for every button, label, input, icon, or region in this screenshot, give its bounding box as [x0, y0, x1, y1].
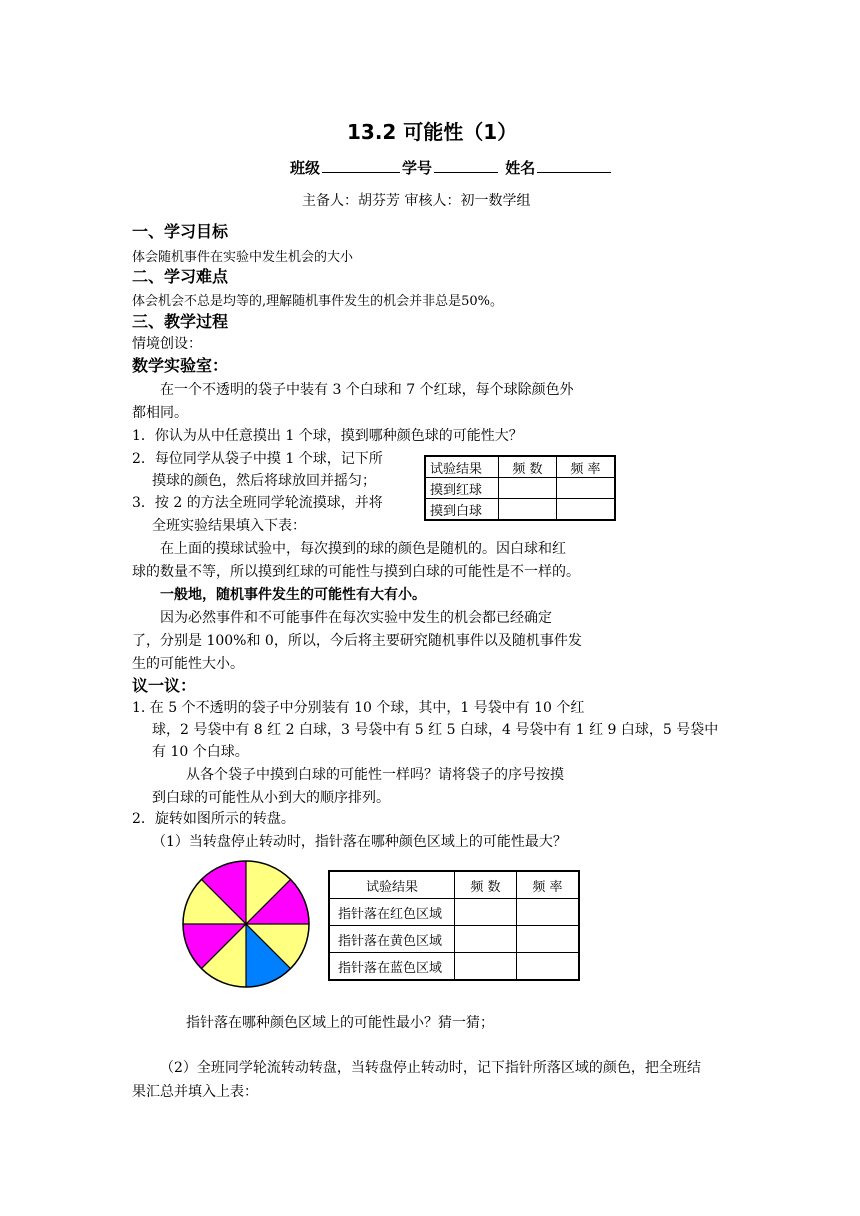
name-blank[interactable]	[537, 158, 611, 173]
row-label: 指针落在黄色区域	[329, 926, 455, 953]
table-row	[425, 478, 615, 499]
empty-cell[interactable]	[455, 953, 517, 981]
empty-cell[interactable]	[516, 926, 579, 953]
lab-question-2-cont: 摸球的颜色，然后将球放回并摇匀；	[152, 473, 376, 489]
table-row	[425, 499, 615, 521]
id-label: 学号	[402, 159, 433, 177]
lab-paragraph-3: 因为必然事件和不可能事件在每次实验中发生的机会都已经确定	[160, 610, 552, 626]
empty-cell[interactable]	[499, 499, 557, 521]
page-title: 13.2 可能性（1）	[347, 120, 518, 144]
empty-cell[interactable]	[455, 926, 517, 953]
lab-paragraph-1-cont: 都相同。	[132, 405, 188, 421]
table-header-row	[425, 456, 615, 478]
lab-paragraph-1: 在一个不透明的袋子中装有 3 个白球和 7 个红球，每个球除颜色外	[160, 382, 574, 398]
lab-paragraph-3-cont: 了，分别是 100%和 0，所以，今后将主要研究随机事件以及随机事件发	[132, 633, 582, 649]
row-label: 指针落在蓝色区域	[329, 953, 455, 981]
section-2-heading: 二、学习难点	[132, 267, 229, 286]
header-cell: 频 率	[516, 871, 579, 899]
guess-prompt: 指针落在哪种颜色区域上的可能性最小？猜一猜；	[186, 1015, 494, 1031]
class-blank[interactable]	[322, 158, 400, 173]
discuss-item-1-end: 有 10 个白球。	[152, 744, 249, 760]
lab-paragraph-3-end: 生的可能性大小。	[132, 656, 244, 672]
lab-heading: 数学实验室：	[132, 356, 229, 375]
header-cell: 频 数	[455, 871, 517, 899]
empty-cell[interactable]	[556, 499, 615, 521]
table-row	[329, 899, 579, 926]
empty-cell[interactable]	[499, 478, 557, 499]
discuss-item-2: 2．旋转如图所示的转盘。	[132, 811, 295, 827]
discuss-item-1-question: 从各个袋子中摸到白球的可能性一样吗？请将袋子的序号按摸	[186, 767, 564, 783]
section-1-text: 体会随机事件在实验中发生机会的大小	[132, 250, 354, 265]
spinner-wheel	[180, 858, 312, 990]
table-header-row	[329, 871, 579, 899]
row-label: 摸到白球	[425, 499, 499, 521]
lab-paragraph-2-cont: 球的数量不等，所以摸到红球的可能性与摸到白球的可能性是不一样的。	[132, 564, 580, 580]
row-label: 摸到红球	[425, 478, 499, 499]
discuss-item-2-part-2-cont: 果汇总并填入上表：	[132, 1084, 258, 1100]
lab-question-3-cont: 全班实验结果填入下表：	[152, 518, 306, 534]
discuss-heading: 议一议：	[132, 676, 197, 695]
header-cell: 频 率	[556, 456, 615, 478]
lab-question-2: 2．每位同学从袋子中摸 1 个球，记下所	[132, 451, 383, 467]
section-3-text: 情境创设：	[132, 336, 202, 352]
section-1-heading: 一、学习目标	[132, 222, 229, 241]
empty-cell[interactable]	[556, 478, 615, 499]
student-info-line	[290, 157, 613, 178]
discuss-item-2-part-1: （1）当转盘停止转动时，指针落在哪种颜色区域上的可能性最大？	[152, 834, 567, 850]
table-row	[329, 953, 579, 981]
header-cell: 频 数	[499, 456, 557, 478]
lab-conclusion: 一般地，随机事件发生的可能性有大有小。	[160, 587, 426, 603]
empty-cell[interactable]	[455, 899, 517, 926]
lab-question-1: 1．你认为从中任意摸出 1 个球，摸到哪种颜色球的可能性大？	[132, 428, 523, 444]
spinner-results-table	[328, 870, 580, 981]
discuss-item-1: 1. 在 5 个不透明的袋子中分别装有 10 个球，其中，1 号袋中有 10 个红	[132, 700, 585, 716]
empty-cell[interactable]	[516, 953, 579, 981]
discuss-item-1-question-cont: 到白球的可能性从小到大的顺序排列。	[152, 790, 390, 806]
empty-cell[interactable]	[516, 899, 579, 926]
discuss-item-2-part-2: （2）全班同学轮流转动转盘，当转盘停止转动时，记下指针所落区域的颜色，把全班结	[160, 1060, 701, 1076]
row-label: 指针落在红色区域	[329, 899, 455, 926]
lab-paragraph-2: 在上面的摸球试验中，每次摸到的球的颜色是随机的。因白球和红	[160, 541, 566, 557]
section-2-text: 体会机会不总是均等的,理解随机事件发生的机会并非总是50%。	[132, 294, 504, 309]
id-blank[interactable]	[434, 158, 498, 173]
class-label: 班级	[290, 159, 321, 177]
lab-question-3: 3．按 2 的方法全班同学轮流摸球，并将	[132, 495, 383, 511]
table-row	[329, 926, 579, 953]
name-label: 姓名	[505, 159, 536, 177]
preparer-line: 主备人：胡芬芳 审核人：初一数学组	[302, 193, 531, 209]
discuss-item-1-cont: 球，2 号袋中有 8 红 2 白球，3 号袋中有 5 红 5 白球，4 号袋中有 1 红 9 白球，5 号袋中	[152, 722, 719, 738]
header-cell: 试验结果	[425, 456, 499, 478]
ball-results-table	[424, 455, 616, 521]
section-3-heading: 三、教学过程	[132, 312, 229, 331]
header-cell: 试验结果	[329, 871, 455, 899]
